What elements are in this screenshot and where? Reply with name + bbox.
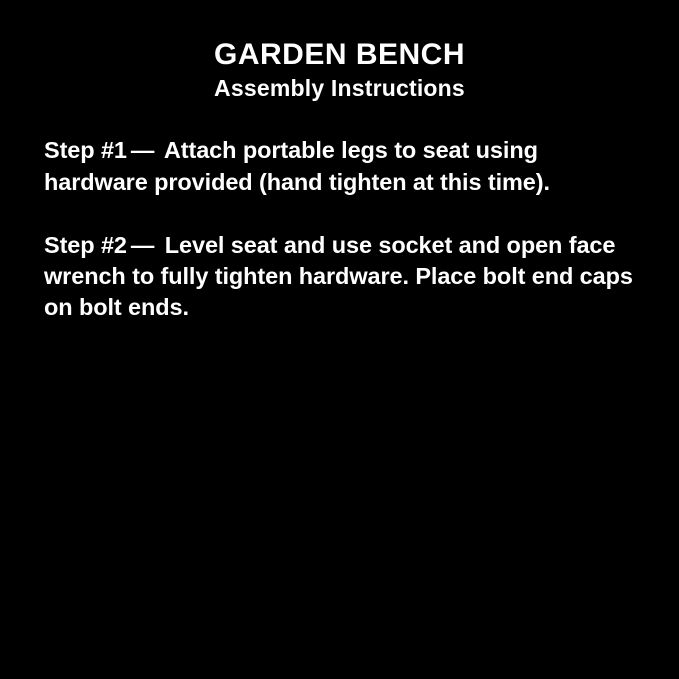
step-text: Level seat and use socket and open face wrench to fully tighten hardware. Place bolt end caps on bolt ends. <box>44 231 633 321</box>
step-item <box>44 230 635 324</box>
step-text: Attach portable legs to seat using hardware provided (hand tighten at this time). <box>44 137 550 195</box>
step-dash: — <box>130 231 155 258</box>
step-item <box>44 135 635 198</box>
step-dash: — <box>130 137 155 164</box>
page-subtitle: Assembly Instructions <box>214 75 465 101</box>
step-label: Step #1 <box>44 137 127 164</box>
step-label: Step #2 <box>44 231 127 258</box>
steps-list <box>44 135 635 323</box>
page-title: GARDEN BENCH <box>213 38 465 71</box>
